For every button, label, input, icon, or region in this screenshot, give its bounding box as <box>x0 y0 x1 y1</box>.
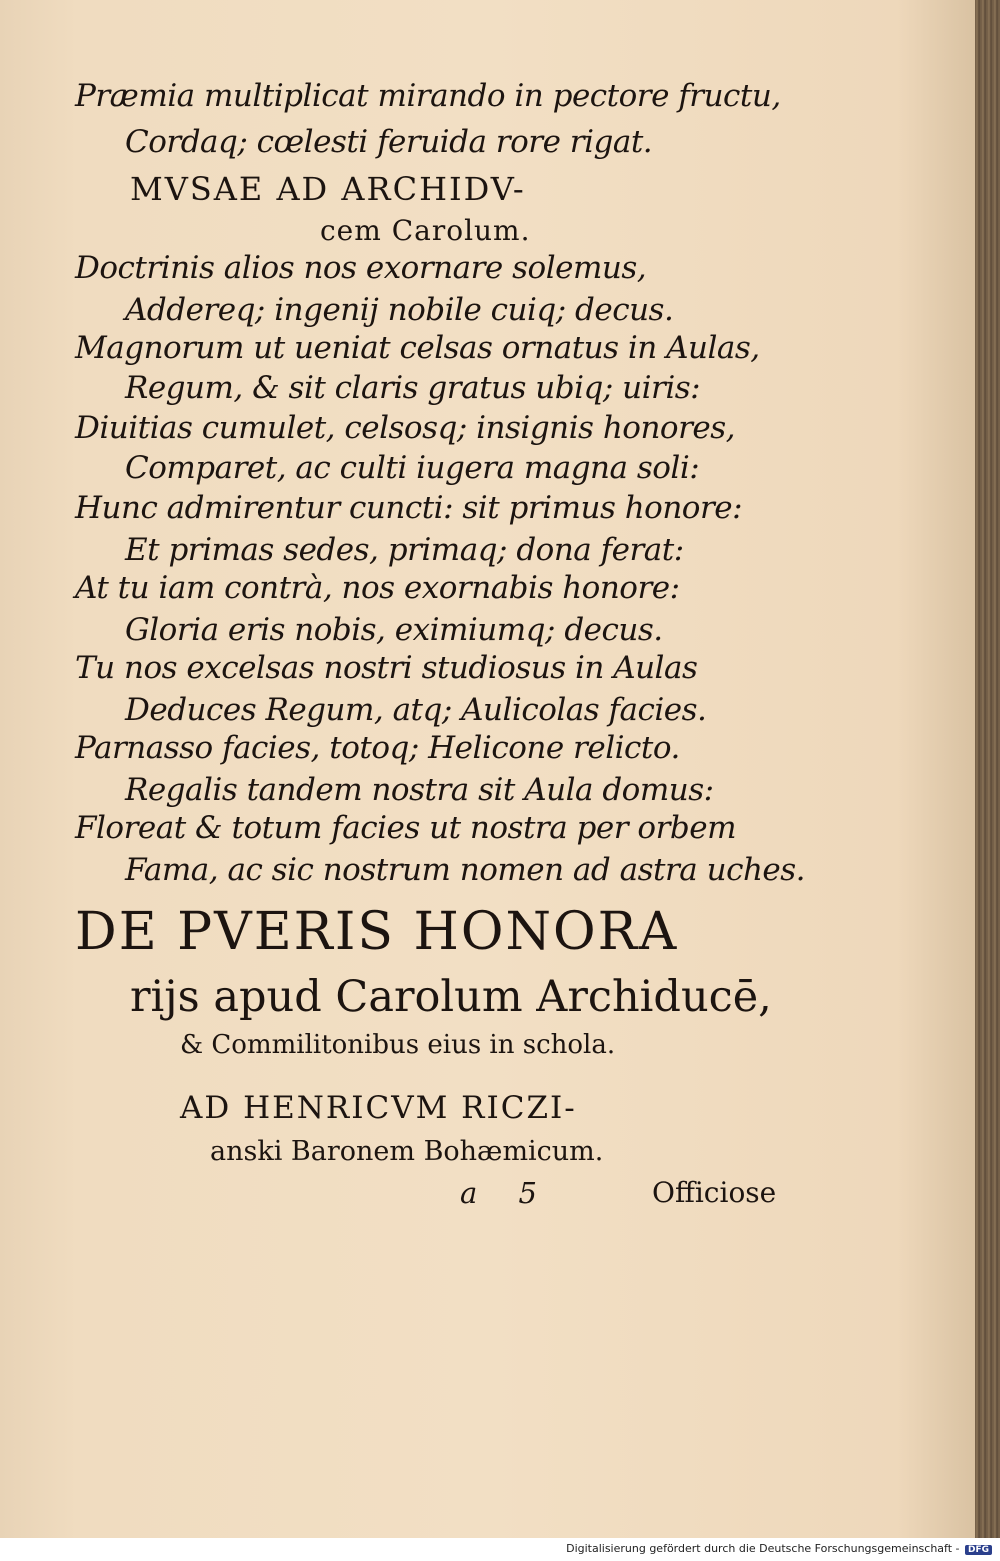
poem2-line-6: Comparet, ac culti iugera magna soli: <box>125 450 700 486</box>
heading2-line-2: rijs apud Carolum Archiducē, <box>130 972 772 1022</box>
poem1-line-2: Cordaq; cœlesti feruida rore rigat. <box>125 124 653 160</box>
poem2-line-2: Addereq; ingenij nobile cuiq; decus. <box>125 292 674 328</box>
poem2-line-11: Tu nos excelsas nostri studiosus in Aulas <box>75 650 698 686</box>
heading2-line-1: DE PVERIS HONORA <box>75 902 679 962</box>
footer-text: Digitalisierung gefördert durch die Deutsche Forschungsgemeinschaft - <box>566 1542 960 1555</box>
poem2-line-8: Et primas sedes, primaq; dona ferat: <box>125 532 684 568</box>
heading1-line-2: cem Carolum. <box>320 214 531 247</box>
page-edge <box>975 0 1000 1538</box>
poem2-line-1: Doctrinis alios nos exornare solemus, <box>75 250 647 286</box>
footer-credit <box>566 1542 992 1555</box>
heading3-line-2: anski Baronem Bohæmicum. <box>210 1136 604 1167</box>
poem2-line-10: Gloria eris nobis, eximiumq; decus. <box>125 612 663 648</box>
poem2-line-14: Regalis tandem nostra sit Aula domus: <box>125 772 714 808</box>
poem2-line-15: Floreat & totum facies ut nostra per orbem <box>75 810 736 846</box>
heading3-line-1: AD HENRICVM RICZI- <box>180 1090 577 1126</box>
heading2-line-3: & Commilitonibus eius in schola. <box>180 1030 616 1060</box>
poem2-line-4: Regum, & sit claris gratus ubiq; uiris: <box>125 370 701 406</box>
poem2-line-7: Hunc admirentur cuncti: sit primus honore: <box>75 490 743 526</box>
catchword: Officiose <box>652 1176 777 1209</box>
poem2-line-13: Parnasso facies, totoq; Helicone relicto. <box>75 730 680 766</box>
poem2-line-12: Deduces Regum, atq; Aulicolas facies. <box>125 692 707 728</box>
dfg-logo-icon: DFG <box>965 1545 992 1555</box>
signature-mark: a 5 <box>460 1176 538 1210</box>
poem2-line-3: Magnorum ut ueniat celsas ornatus in Aulas, <box>75 330 760 366</box>
heading1-line-1: MVSAE AD ARCHIDV- <box>130 170 526 208</box>
poem2-line-5: Diuitias cumulet, celsosq; insignis honores, <box>75 410 735 446</box>
poem2-line-9: At tu iam contrà, nos exornabis honore: <box>75 570 680 606</box>
poem1-line-1: Præmia multiplicat mirando in pectore fructu, <box>75 78 781 114</box>
poem2-line-16: Fama, ac sic nostrum nomen ad astra uches. <box>125 852 806 888</box>
